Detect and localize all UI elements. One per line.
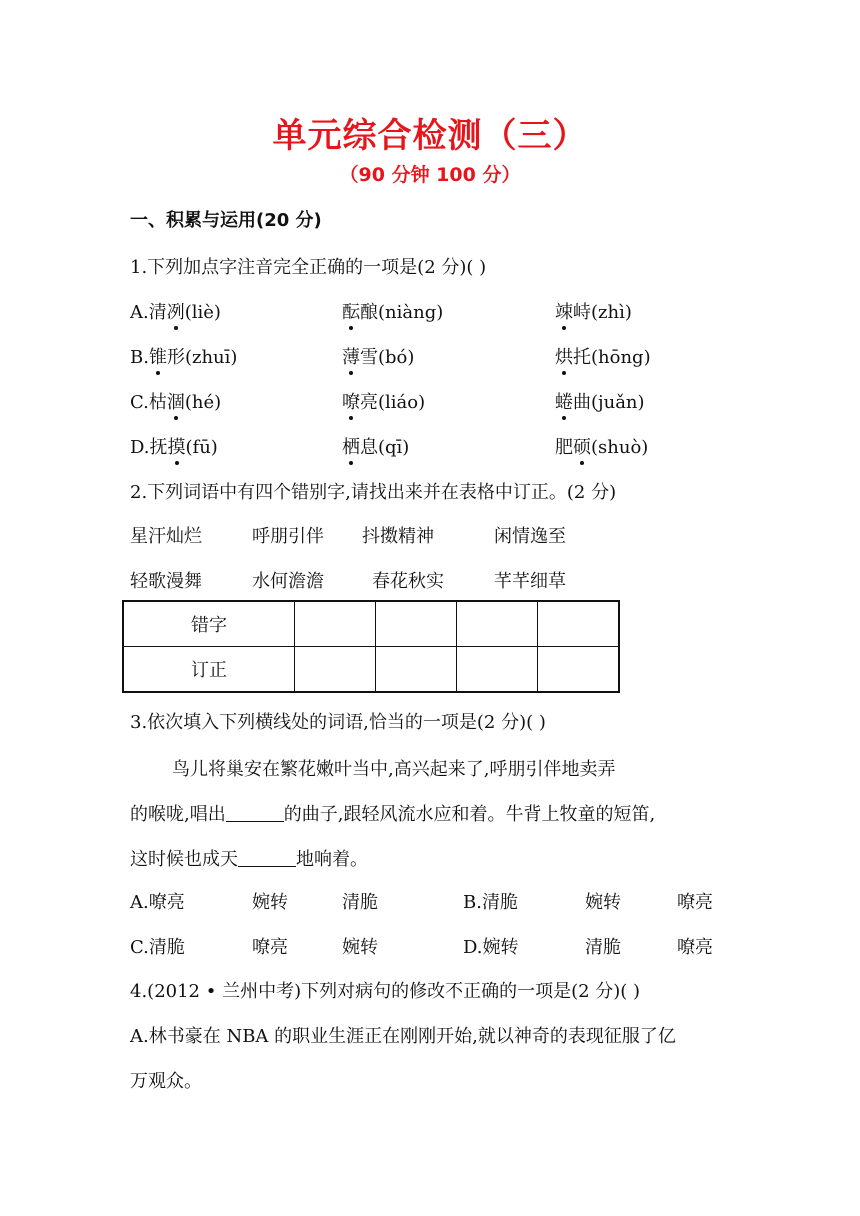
pinyin-text: 形(zhuī)	[166, 347, 238, 368]
option-b-item	[342, 343, 414, 369]
option-word: 嘹亮	[677, 937, 713, 958]
dotted-character: 薄	[342, 343, 360, 369]
table-row	[123, 647, 619, 693]
word-text: 肥	[555, 437, 573, 458]
option-label: D.	[130, 437, 150, 458]
question-2-stem: 2.下列词语中有四个错别字,请找出来并在表格中订正。(2 分)	[130, 482, 617, 503]
passage-text: 的曲子,跟轻风流水应和着。牛背上牧童的短笛,	[283, 804, 656, 825]
question-3-stem: 3.依次填入下列横线处的词语,恰当的一项是(2 分)( )	[130, 712, 546, 733]
option-word: 清脆	[342, 892, 378, 913]
option-a-item	[555, 298, 632, 324]
answer-cell	[295, 601, 376, 647]
option-b-item	[130, 343, 237, 369]
word-text: 枯	[148, 392, 167, 413]
page-title: 单元综合检测（三）	[272, 116, 588, 156]
passage-text: 的喉咙,唱出	[130, 804, 226, 825]
option-d-item	[342, 433, 409, 459]
question-1-stem: 1.下列加点字注音完全正确的一项是(2 分)( )	[130, 257, 487, 278]
pinyin-text: 托(hōng)	[573, 347, 651, 368]
word-item: 春花秋实	[372, 571, 444, 592]
dotted-character: 嘹	[342, 388, 360, 414]
dotted-character: 冽	[167, 298, 185, 324]
word-item: 芊芊细草	[494, 571, 566, 592]
word-item: 闲情逸至	[494, 526, 566, 547]
dotted-character: 蜷	[555, 388, 573, 414]
option-a: A.嘹亮	[130, 892, 185, 913]
option-a-item	[342, 298, 443, 324]
section-heading: 一、积累与运用(20 分)	[130, 210, 322, 231]
answer-cell	[538, 601, 620, 647]
fill-blank-1	[226, 803, 284, 822]
dotted-character: 竦	[555, 298, 573, 324]
table-header-fix: 订正	[123, 647, 295, 693]
answer-cell	[376, 601, 457, 647]
pinyin-text: 亮(liáo)	[360, 392, 426, 413]
option-word: 婉转	[342, 937, 378, 958]
option-d-item	[130, 433, 218, 459]
option-d-item	[555, 433, 648, 459]
word-item: 轻歌漫舞	[130, 571, 202, 592]
pinyin-text: (fū)	[185, 437, 218, 458]
pinyin-text: 曲(juǎn)	[573, 392, 645, 413]
option-label: A.	[130, 302, 149, 323]
dotted-character: 栖	[342, 433, 360, 459]
pinyin-text: 酿(niàng)	[360, 302, 444, 323]
option-word: 嘹亮	[677, 892, 713, 913]
page-subtitle: （90 分钟 100 分）	[339, 164, 521, 186]
answer-cell	[457, 647, 538, 693]
fill-blank-2	[238, 848, 296, 867]
passage-text: 这时候也成天	[130, 849, 238, 870]
option-c-item	[555, 388, 645, 414]
passage-line-3	[130, 845, 368, 871]
word-text: 抚	[149, 437, 168, 458]
dotted-character: 酝	[342, 298, 360, 324]
option-word: 婉转	[585, 892, 621, 913]
word-text: 清	[148, 302, 167, 323]
question-4-option-a-line-2: 万观众。	[130, 1071, 202, 1092]
table-row	[123, 601, 619, 647]
option-c-item	[130, 388, 221, 414]
dotted-character: 烘	[555, 343, 573, 369]
pinyin-text: 雪(bó)	[360, 347, 415, 368]
answer-cell	[538, 647, 620, 693]
question-4-stem: 4.(2012 • 兰州中考)下列对病句的修改不正确的一项是(2 分)( )	[130, 981, 641, 1002]
option-b: B.清脆	[463, 892, 518, 913]
pinyin-text: 峙(zhì)	[573, 302, 632, 323]
word-item: 水何澹澹	[252, 571, 324, 592]
answer-cell	[457, 601, 538, 647]
passage-line-2	[130, 800, 655, 826]
word-item: 星汗灿烂	[130, 526, 202, 547]
passage-line-1: 鸟儿将巢安在繁花嫩叶当中,高兴起来了,呼朋引伴地卖弄	[172, 759, 616, 780]
word-item: 抖擞精神	[362, 526, 434, 547]
answer-cell	[295, 647, 376, 693]
option-word: 清脆	[585, 937, 621, 958]
passage-text: 地响着。	[296, 849, 368, 870]
table-header-wrong: 错字	[123, 601, 295, 647]
option-word: 婉转	[252, 892, 288, 913]
word-item: 呼朋引伴	[252, 526, 324, 547]
answer-cell	[376, 647, 457, 693]
correction-table	[122, 600, 620, 693]
option-label: B.	[130, 347, 149, 368]
option-a-item	[130, 298, 221, 324]
option-b-item	[555, 343, 651, 369]
dotted-character: 锥	[149, 343, 167, 369]
pinyin-text: (liè)	[184, 302, 221, 323]
dotted-character: 涸	[167, 388, 185, 414]
question-4-option-a-line-1: A.林书豪在 NBA 的职业生涯正在刚刚开始,就以神奇的表现征服了亿	[130, 1026, 676, 1047]
option-word: 嘹亮	[252, 937, 288, 958]
option-c-item	[342, 388, 425, 414]
pinyin-text: 息(qī)	[360, 437, 410, 458]
pinyin-text: (shuò)	[591, 437, 649, 458]
option-d: D.婉转	[463, 937, 519, 958]
option-label: C.	[130, 392, 149, 413]
dotted-character: 硕	[573, 433, 591, 459]
pinyin-text: (hé)	[184, 392, 222, 413]
dotted-character: 摸	[168, 433, 186, 459]
option-c: C.清脆	[130, 937, 185, 958]
